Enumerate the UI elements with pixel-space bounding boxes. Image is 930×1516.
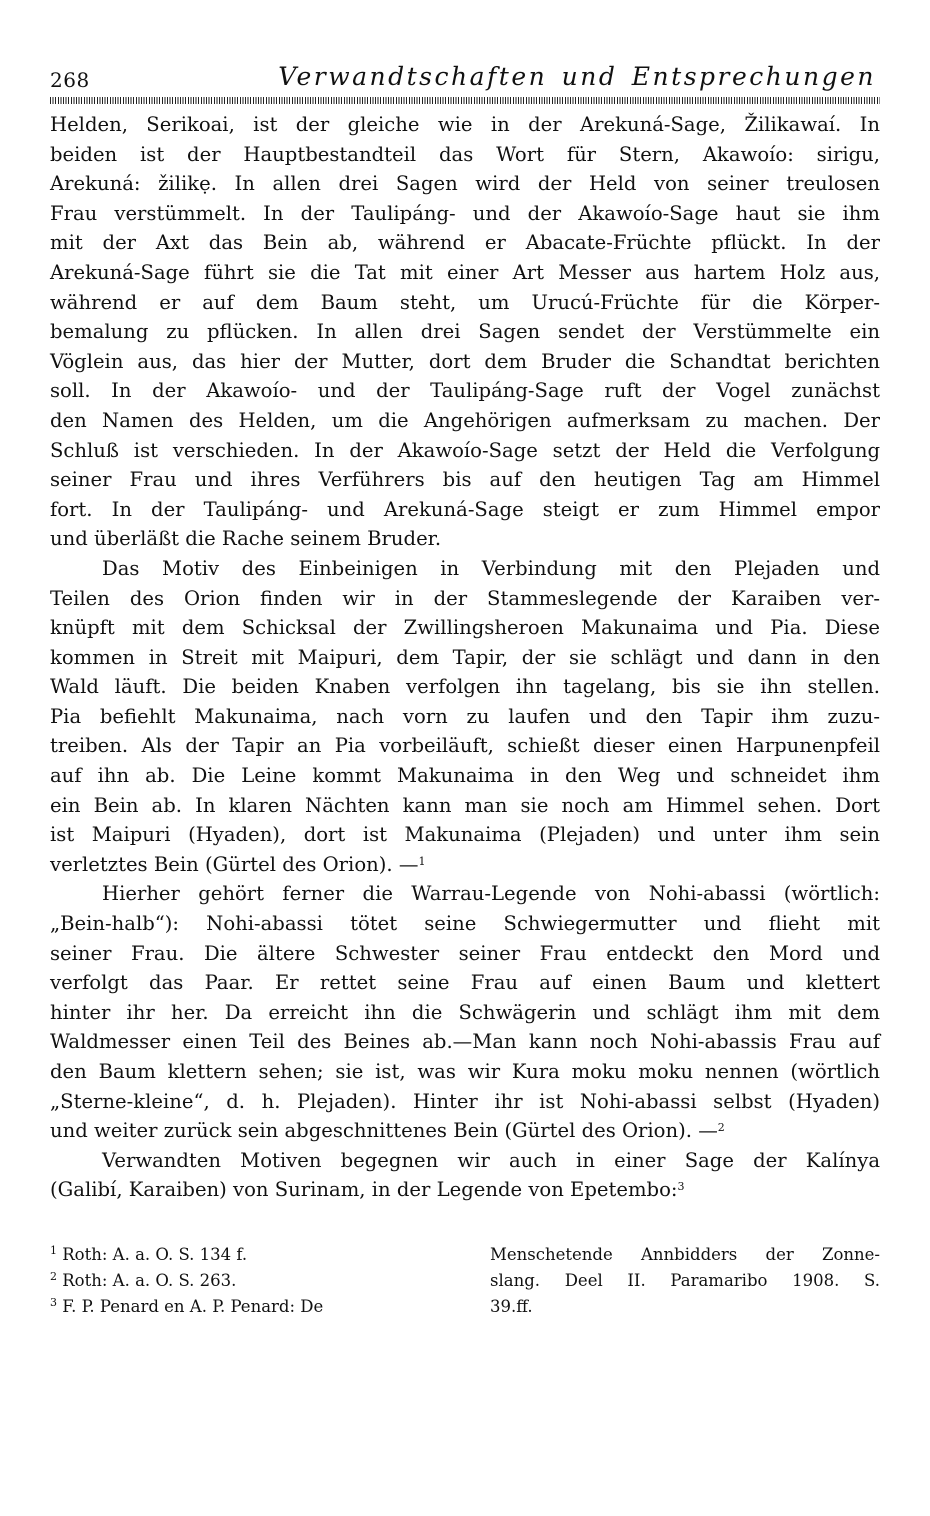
line-text: Verwandten Motiven begegnen wir auch in einer Sage der Kalínya — [102, 1148, 880, 1172]
footnote-text: slang. Deel II. Paramaribo 1908. S. — [490, 1271, 880, 1290]
text-line — [50, 820, 880, 850]
text-line — [50, 228, 880, 258]
line-text: Arekuná-Sage führt sie die Tat mit einer Art Messer aus hartem Holz aus, — [50, 260, 880, 284]
line-text: und weiter zurück sein abgeschnittenes Bein (Gürtel des Orion). — — [50, 1119, 718, 1143]
footnotes-left-column — [50, 1242, 460, 1320]
line-text: seiner Frau und ihres Verführers bis auf den heutigen Tag am Himmel — [50, 468, 880, 492]
footnote-number: 3 — [50, 1296, 57, 1309]
text-line — [50, 169, 880, 199]
line-text: ist Maipuri (Hyaden), dort ist Makunaima (Plejaden) und unter ihm sein — [50, 823, 880, 847]
line-text: seiner Frau. Die ältere Schwester seiner Frau entdeckt den Mord und — [50, 941, 880, 965]
text-line — [50, 613, 880, 643]
paragraph-2 — [50, 554, 880, 880]
line-text: bemalung zu pflücken. In allen drei Sagen sendet der Verstümmelte ein — [50, 320, 880, 344]
line-text: „Bein-halb“): Nohi-abassi tötet seine Schwiegermutter und flieht mit — [50, 912, 880, 936]
footnote-ref: 3 — [677, 1180, 685, 1194]
line-text: knüpft mit dem Schicksal der Zwillingsheroen Makunaima und Pia. Diese — [50, 616, 880, 640]
text-line — [50, 702, 880, 732]
line-text: Vöglein aus, das hier der Mutter, dort dem Bruder die Schandtat berichten — [50, 349, 880, 373]
text-line — [50, 939, 880, 969]
line-text: fort. In der Taulipáng- und Arekuná-Sage steigt er zum Himmel empor — [50, 497, 880, 521]
footnote-text: 39.ff. — [490, 1297, 533, 1316]
text-line — [50, 672, 880, 702]
footnote-text: Roth: A. a. O. S. 263. — [62, 1271, 237, 1290]
footnote-number: 2 — [50, 1270, 57, 1283]
footnote-continuation — [490, 1268, 880, 1294]
text-line — [50, 1116, 880, 1146]
line-text: auf ihn ab. Die Leine kommt Makunaima in den Weg und schneidet ihm — [50, 764, 880, 788]
text-line — [50, 554, 880, 584]
header-rule — [50, 97, 880, 104]
page-number: 268 — [50, 68, 90, 92]
footnote-number: 1 — [50, 1244, 57, 1257]
text-line — [50, 584, 880, 614]
footnote-continuation — [490, 1294, 880, 1320]
footnote — [50, 1294, 460, 1320]
body-text — [50, 110, 880, 1205]
line-text: verletztes Bein (Gürtel des Orion). — — [50, 852, 419, 876]
line-text: treiben. Als der Tapir an Pia vorbeiläuft, schießt dieser einen Harpunenpfeil — [50, 734, 880, 758]
text-line — [50, 1057, 880, 1087]
text-line — [50, 968, 880, 998]
text-line — [50, 791, 880, 821]
footnote-continuation — [490, 1242, 880, 1268]
text-line — [50, 406, 880, 436]
text-line — [50, 347, 880, 377]
line-text: soll. In der Akawoío- und der Taulipáng-Sage ruft der Vogel zunächst — [50, 379, 880, 403]
text-line — [50, 140, 880, 170]
footnote — [50, 1268, 460, 1294]
text-line — [50, 199, 880, 229]
line-text: Helden, Serikoai, ist der gleiche wie in der Arekuná-Sage, Žilikawaí. In — [50, 113, 880, 136]
footnote — [50, 1242, 460, 1268]
text-line — [50, 110, 880, 140]
line-text: Hierher gehört ferner die Warrau-Legende von Nohi-abassi (wörtlich: — [102, 882, 880, 906]
paragraph-4 — [50, 1146, 880, 1205]
text-line — [50, 850, 880, 880]
text-line — [50, 436, 880, 466]
line-text: „Sterne-kleine“, d. h. Plejaden). Hinter ihr ist Nohi-abassi selbst (Hyaden) — [50, 1089, 880, 1113]
line-text: Pia befiehlt Makunaima, nach vorn zu laufen und den Tapir ihm zuzu- — [50, 704, 880, 728]
line-text: und überläßt die Rache seinem Bruder. — [50, 527, 442, 551]
line-text: den Baum klettern sehen; sie ist, was wir Kura moku moku nennen (wörtlich — [50, 1060, 880, 1083]
text-line — [50, 998, 880, 1028]
text-line — [50, 1175, 880, 1205]
footnotes-right-column — [490, 1242, 880, 1320]
text-line — [50, 376, 880, 406]
line-text: hinter ihr her. Da erreicht ihn die Schwägerin und schlägt ihm mit dem — [50, 1000, 880, 1024]
line-text: Waldmesser einen Teil des Beines ab.—Man kann noch Nohi-abassis Frau auf — [50, 1030, 880, 1054]
text-line — [50, 879, 880, 909]
text-line — [50, 1146, 880, 1176]
text-line — [50, 258, 880, 288]
line-text: (Galibí, Karaiben) von Surinam, in der Legende von Epetembo: — [50, 1178, 678, 1202]
line-text: Teilen des Orion finden wir in der Stammeslegende der Karaiben ver- — [50, 586, 880, 610]
footnote-text: Menschetende Annbidders der Zonne- — [490, 1245, 880, 1264]
line-text: verfolgt das Paar. Er rettet seine Frau auf einen Baum und klettert — [50, 971, 880, 995]
text-line — [50, 495, 880, 525]
footnote-ref: 2 — [717, 1121, 725, 1135]
text-line — [50, 1027, 880, 1057]
line-text: den Namen des Helden, um die Angehörigen aufmerksam zu machen. Der — [50, 408, 880, 432]
running-title: Verwandtschaften und Entsprechungen — [278, 62, 876, 91]
line-text: Schluß ist verschieden. In der Akawoío-Sage setzt der Held die Verfolgung — [50, 438, 880, 462]
paragraph-1 — [50, 110, 880, 554]
footnote-text: Roth: A. a. O. S. 134 f. — [62, 1245, 248, 1264]
page-header — [50, 62, 880, 96]
text-line — [50, 288, 880, 318]
text-line — [50, 731, 880, 761]
text-line — [50, 524, 880, 554]
text-line — [50, 761, 880, 791]
paragraph-3 — [50, 879, 880, 1145]
text-line — [50, 643, 880, 673]
text-line — [50, 317, 880, 347]
text-line — [50, 909, 880, 939]
line-text: Das Motiv des Einbeinigen in Verbindung mit den Plejaden und — [102, 556, 880, 580]
footnote-text: F. P. Penard en A. P. Penard: De — [62, 1297, 324, 1316]
line-text: Frau verstümmelt. In der Taulipáng- und der Akawoío-Sage haut sie ihm — [50, 201, 880, 225]
line-text: ein Bein ab. In klaren Nächten kann man sie noch am Himmel sehen. Dort — [50, 793, 880, 817]
line-text: während er auf dem Baum steht, um Urucú-Früchte für die Körper- — [50, 290, 880, 314]
line-text: kommen in Streit mit Maipuri, dem Tapir, der sie schlägt und dann in den — [50, 645, 880, 669]
line-text: mit der Axt das Bein ab, während er Abacate-Früchte pflückt. In der — [50, 231, 880, 255]
text-line — [50, 1087, 880, 1117]
footnote-ref: 1 — [418, 854, 426, 868]
line-text: Arekuná: žilikẹ. In allen drei Sagen wird der Held von seiner treulosen — [50, 172, 880, 196]
line-text: beiden ist der Hauptbestandteil das Wort für Stern, Akawoío: sirigu, — [50, 142, 880, 166]
line-text: Wald läuft. Die beiden Knaben verfolgen ihn tagelang, bis sie ihn stellen. — [50, 675, 880, 699]
text-line — [50, 465, 880, 495]
